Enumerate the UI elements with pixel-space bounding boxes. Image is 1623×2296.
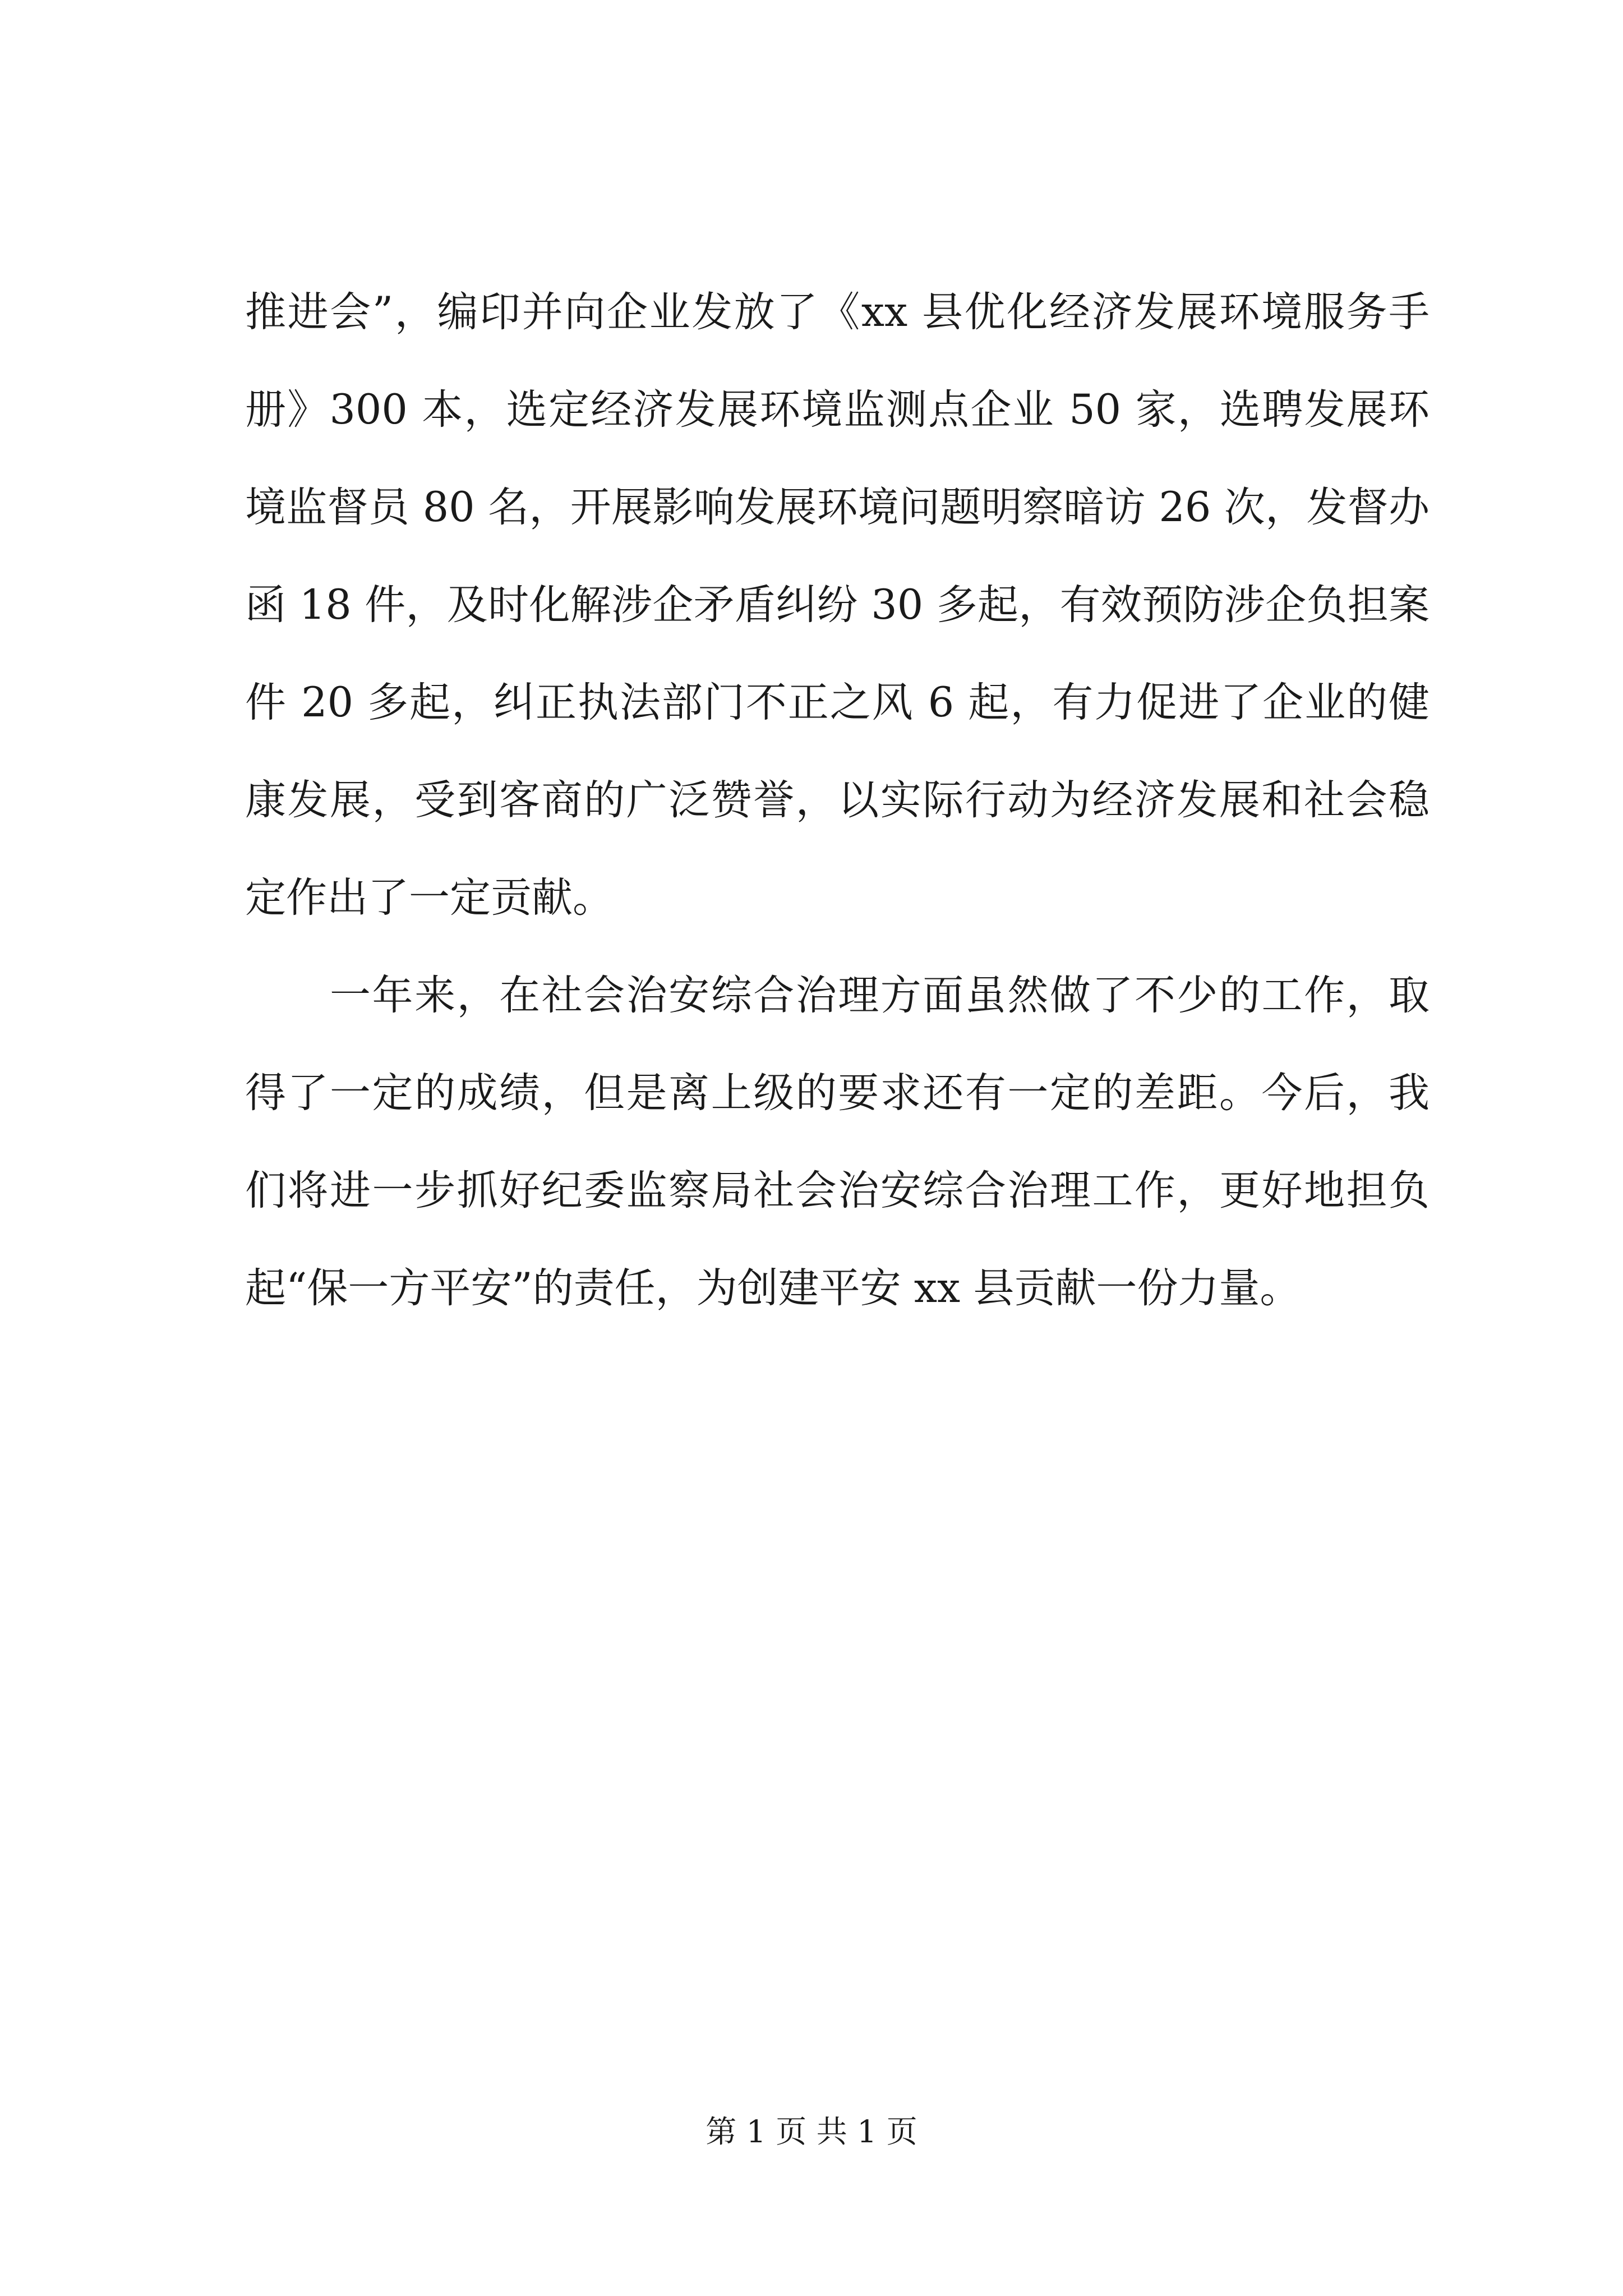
text-line: 得了一定的成绩，但是离上级的要求还有一定的差距。今后，我 xyxy=(245,1069,1430,1117)
text-line: 函 18 件，及时化解涉企矛盾纠纷 30 多起，有效预防涉企负担案 xyxy=(245,581,1430,629)
text-line: 册》300 本，选定经济发展环境监测点企业 50 家，选聘发展环 xyxy=(245,386,1430,434)
text-line: 定作出了一定贡献。 xyxy=(245,874,614,922)
page-number-label: 第 1 页 共 1 页 xyxy=(706,2114,917,2150)
paragraph-1 xyxy=(245,264,1430,947)
page-footer xyxy=(0,2109,1623,2154)
paragraph-2 xyxy=(245,947,1430,1337)
text-line: 康发展，受到客商的广泛赞誉，以实际行动为经济发展和社会稳 xyxy=(245,776,1430,824)
document-body xyxy=(245,264,1430,1337)
text-line: 起“保一方平安”的责任，为创建平安 xx 县贡献一份力量。 xyxy=(245,1264,1301,1312)
text-line: 件 20 多起，纠正执法部门不正之风 6 起，有力促进了企业的健 xyxy=(245,679,1430,726)
text-line: 境监督员 80 名，开展影响发展环境问题明察暗访 26 次，发督办 xyxy=(245,484,1430,531)
text-line: 一年来，在社会治安综合治理方面虽然做了不少的工作，取 xyxy=(245,972,1430,1019)
text-line: 们将进一步抓好纪委监察局社会治安综合治理工作，更好地担负 xyxy=(245,1167,1430,1214)
text-line: 推进会”，编印并向企业发放了《xx 县优化经济发展环境服务手 xyxy=(245,288,1430,336)
